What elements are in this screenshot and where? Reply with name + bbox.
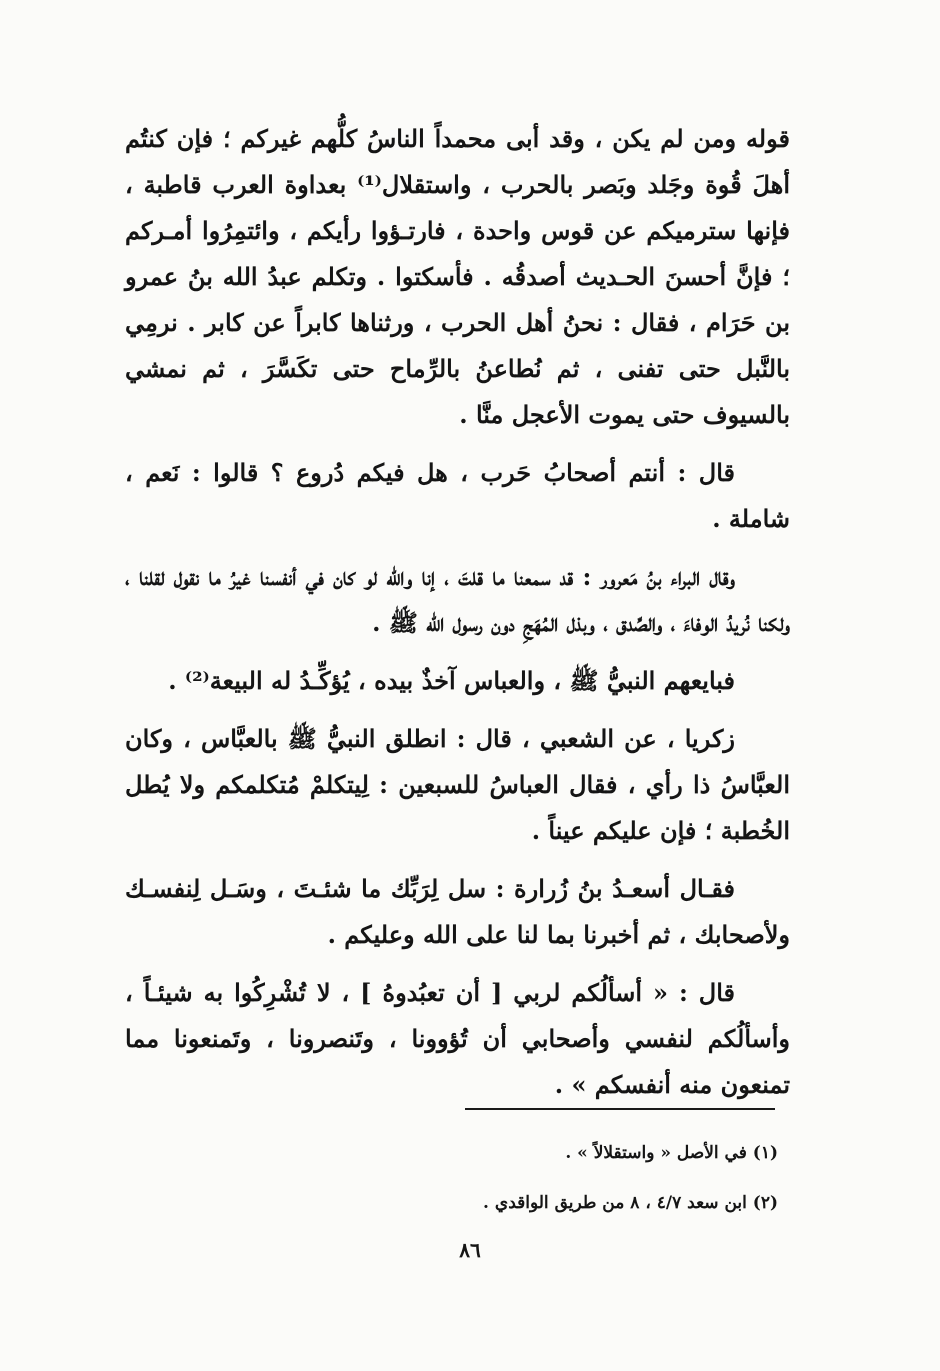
footnote-2: (٢) ابن سعد ٤/٧ ، ٨ من طريق الواقدي . xyxy=(483,1193,778,1213)
footnotes xyxy=(138,1140,778,1240)
main-text xyxy=(125,116,790,1120)
paragraph-3: وقال البراء بنُ مَعرور : قد سمعنا ما قلتَ ، إنا والله لو كان في أنفسنا غيرُ ما نقول لقلنا ، ولكنا نُريدُ الوفاءَ ، والصِّدق ، وبذل المُهَجِ دون رسول الله ﷺ . xyxy=(125,562,790,637)
page-number: ٨٦ xyxy=(459,1238,481,1262)
paragraph-4: فبايعهم النبيُّ ﷺ ، والعباس آخذٌ بيده ، يُؤكِّـدُ له البيعة⁽²⁾ . xyxy=(168,666,735,695)
paragraph-2: قال : أنتم أصحابُ حَرب ، هل فيكم دُروع ؟ قالوا : نَعم ، شاملة . xyxy=(125,458,790,533)
footnote-1: (١) في الأصل « واستقلالاً » . xyxy=(565,1143,778,1163)
paragraph-5: زكريا ، عن الشعبي ، قال : انطلق النبيُّ ﷺ بالعبَّاس ، وكان العبَّاسُ ذا رأي ، فقال العباسُ للسبعين : لِيتكلمْ مُتكلمكم ولا يُطل الخُطبة ؛ فإن عليكم عيناً . xyxy=(125,724,790,845)
footnote-separator xyxy=(465,1108,775,1110)
paragraph-7: قال : « أسألُكم لربي [ أن تعبُدوهُ ] ، لا تُشْرِكُوا به شيئـاً ، وأسألُكم لنفسي وأصحابي أن تُؤوونا ، وتَنصرونا ، وتَمنعونا مما تمنعون منه أنفسكم » . xyxy=(125,978,790,1099)
paragraph-1: قوله ومن لم يكن ، وقد أبى محمداً الناسُ كلُّهم غيركم ؛ فإن كنتُم أهلَ قُوة وجَلد وبَصر بالحرب ، واستقلال⁽¹⁾ بعداوة العرب قاطبة ، فإنها سترميكم عن قوس واحدة ، فارتـؤوا رأيكم ، وائتمِرُوا أمـركم ؛ فإنَّ أحسنَ الحـديث أصدقُه . فأسكتوا . وتكلم عبدُ الله بنُ عمرو بن حَرَام ، فقال : نحنُ أهل الحرب ، ورثناها كابراً عن كابر . نرمِي بالنَّبل حتى تفنى ، ثم نُطاعنُ بالرِّماح حتى تكَسَّرَ ، ثم نمشي بالسيوف حتى يموت الأعجل منَّا . xyxy=(125,124,790,429)
paragraph-6: فقـال أسعـدُ بنُ زُرارة : سل لِرَبِّك ما شئـتَ ، وسَـل لِنفسـك ولأصحابك ، ثم أخبرنا بما لنا على الله وعليكم . xyxy=(125,874,790,949)
